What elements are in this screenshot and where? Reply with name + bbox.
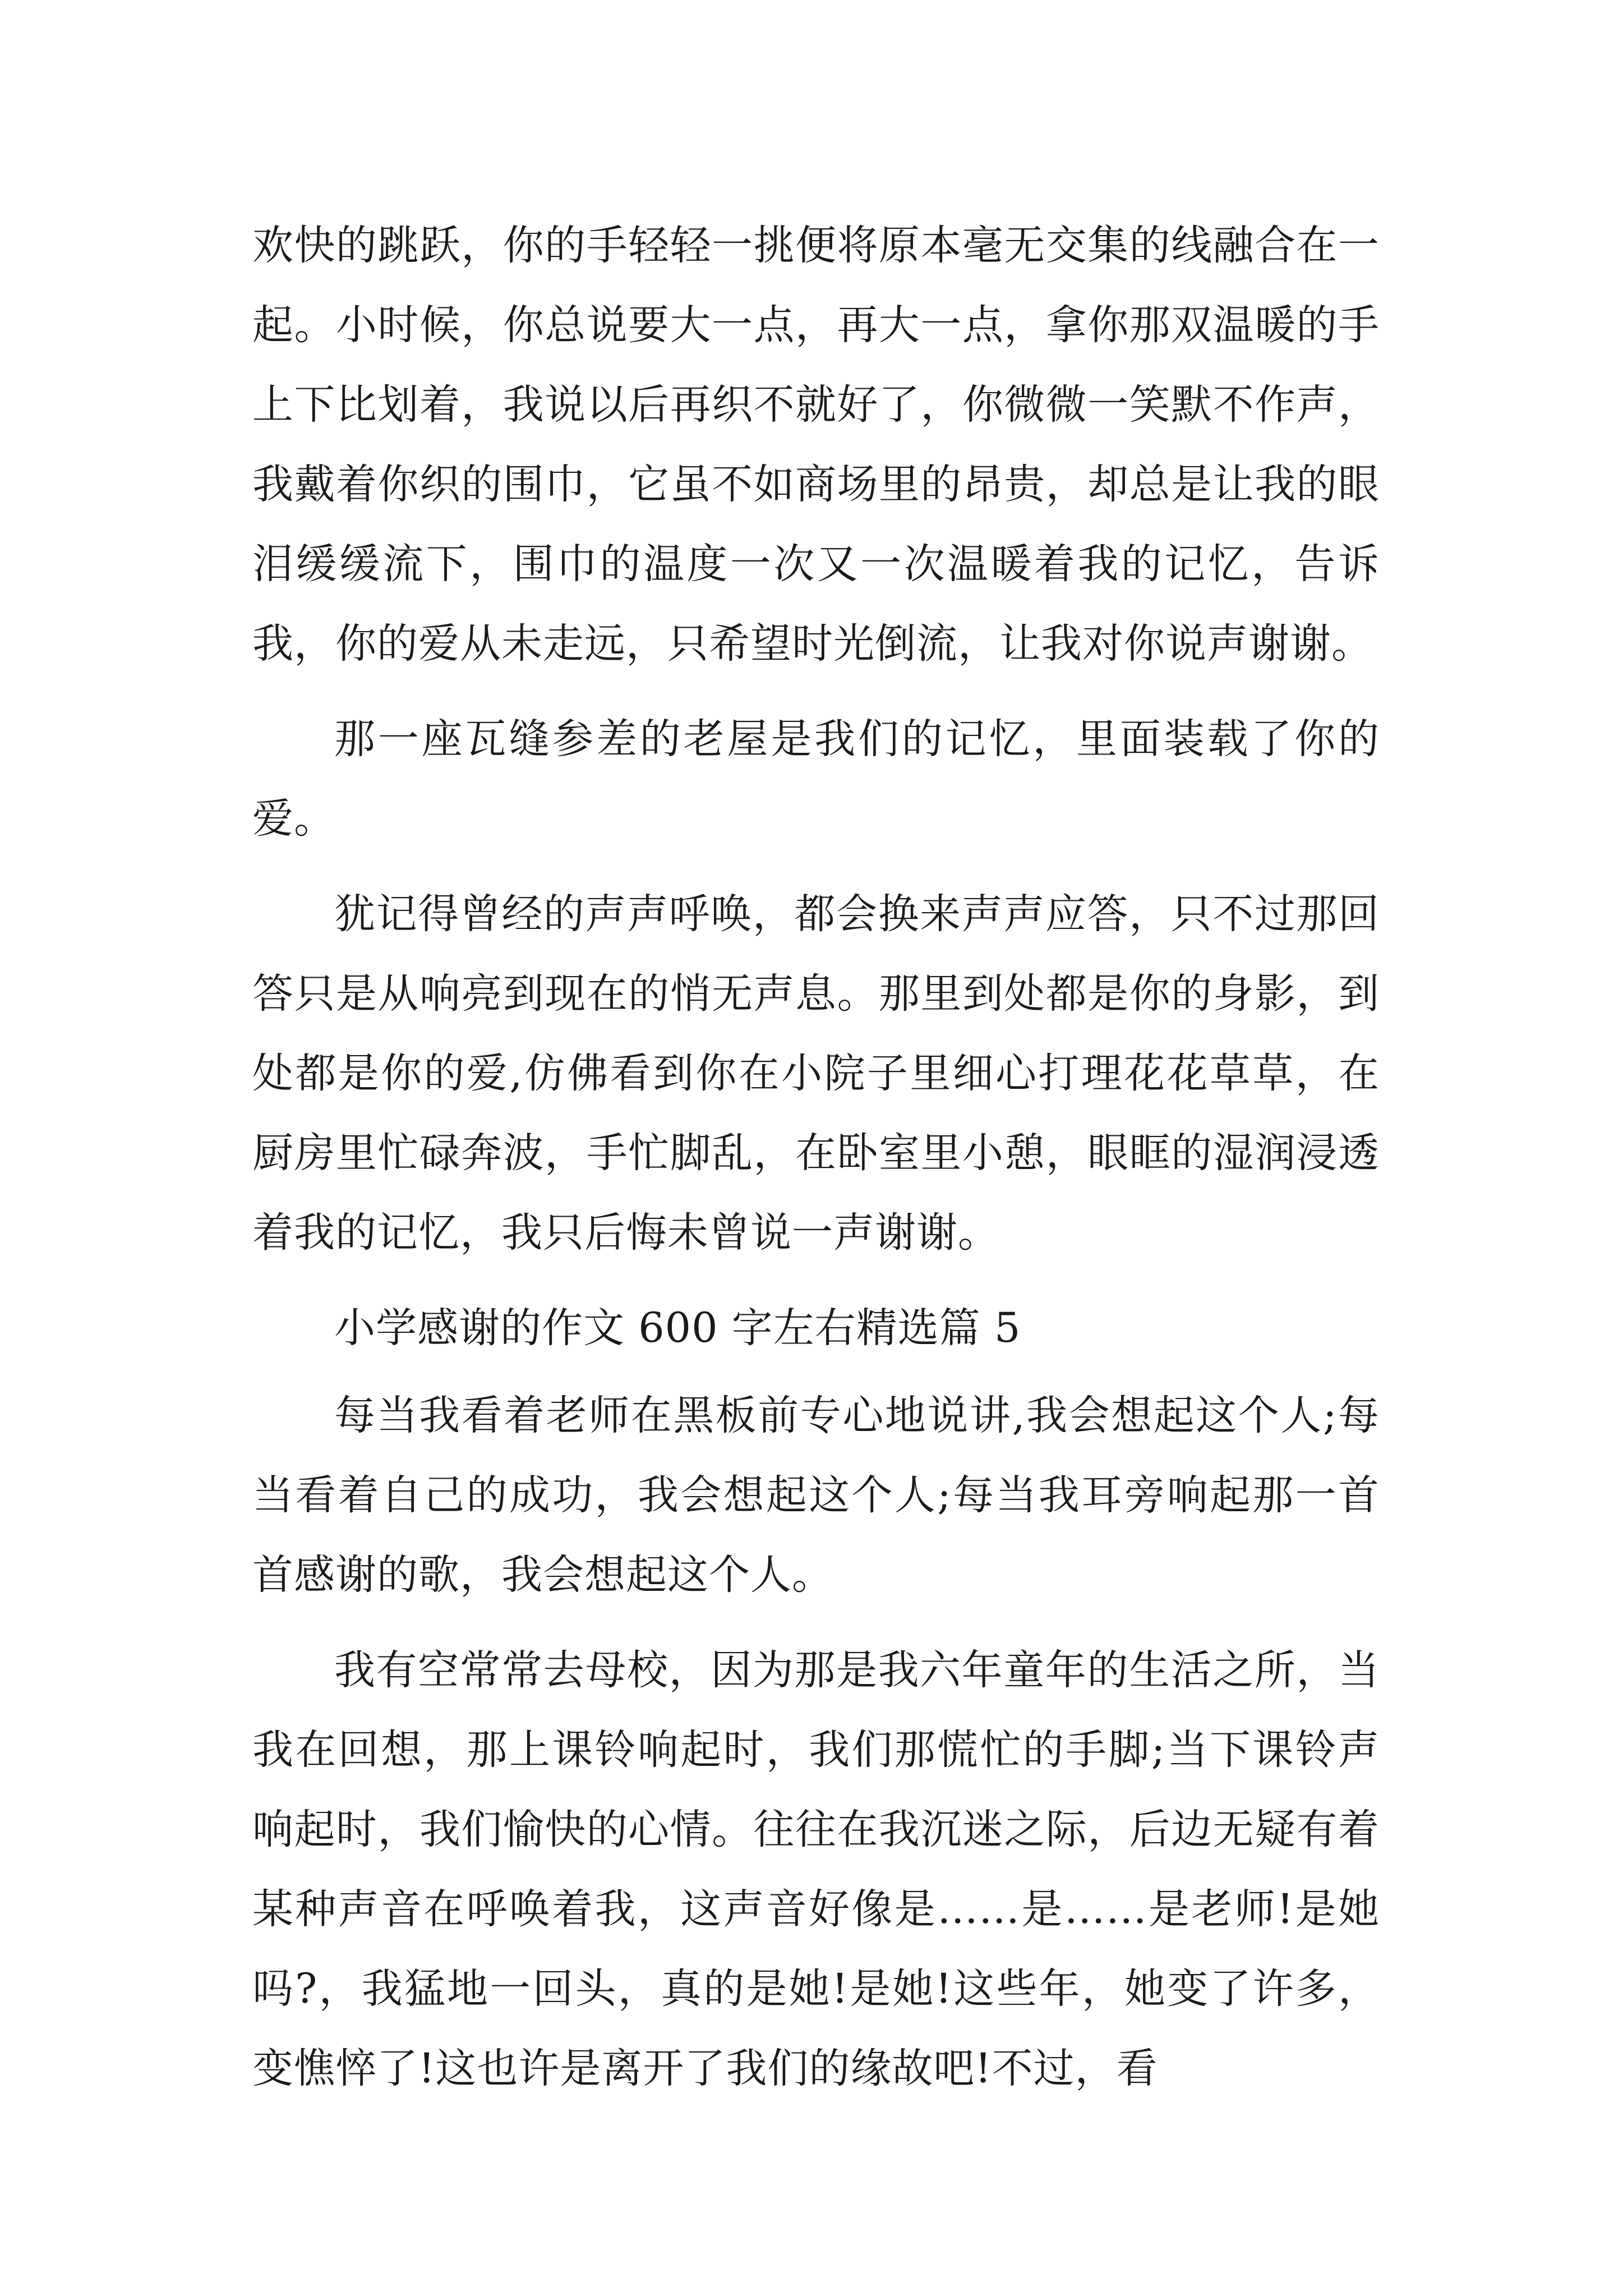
- paragraph-4: 每当我看着老师在黑板前专心地说讲,我会想起这个人;每当看着自己的成功，我会想起这个人;每当我耳旁响起那一首首感谢的歌，我会想起这个人。: [252, 1392, 1380, 1599]
- body-text: [252, 206, 1380, 2124]
- paragraph-3: 犹记得曾经的声声呼唤，都会换来声声应答，只不过那回答只是从响亮到现在的悄无声息。那里到处都是你的身影，到处都是你的爱,仿佛看到你在小院子里细心打理花花草草，在厨房里忙碌奔波，手忙脚乱，在卧室里小憩，眼眶的湿润浸透着我的记忆，我只后悔未曾说一声谢谢。: [252, 890, 1380, 1257]
- paragraph-2: 那一座瓦缝参差的老屋是我们的记忆，里面装载了你的爱。: [252, 715, 1380, 843]
- paragraph-5: 我有空常常去母校，因为那是我六年童年的生活之所，当我在回想，那上课铃响起时，我们那慌忙的手脚;当下课铃声响起时，我们愉快的心情。往往在我沉迷之际，后边无疑有着某种声音在呼唤着我，这声音好像是……是……是老师!是她吗?，我猛地一回头，真的是她!是她!这些年，她变了许多，变憔悴了!这也许是离开了我们的缘故吧!不过，看: [252, 1646, 1380, 2092]
- paragraph-1: 欢快的跳跃，你的手轻轻一挑便将原本毫无交集的线融合在一起。小时候，你总说要大一点，再大一点，拿你那双温暖的手上下比划着，我说以后再织不就好了，你微微一笑默不作声，我戴着你织的围巾，它虽不如商场里的昂贵，却总是让我的眼泪缓缓流下，围巾的温度一次又一次温暖着我的记忆，告诉我，你的爱从未走远，只希望时光倒流，让我对你说声谢谢。: [252, 222, 1380, 668]
- section-heading: 小学感谢的作文 600 字左右精选篇 5: [334, 1304, 1021, 1352]
